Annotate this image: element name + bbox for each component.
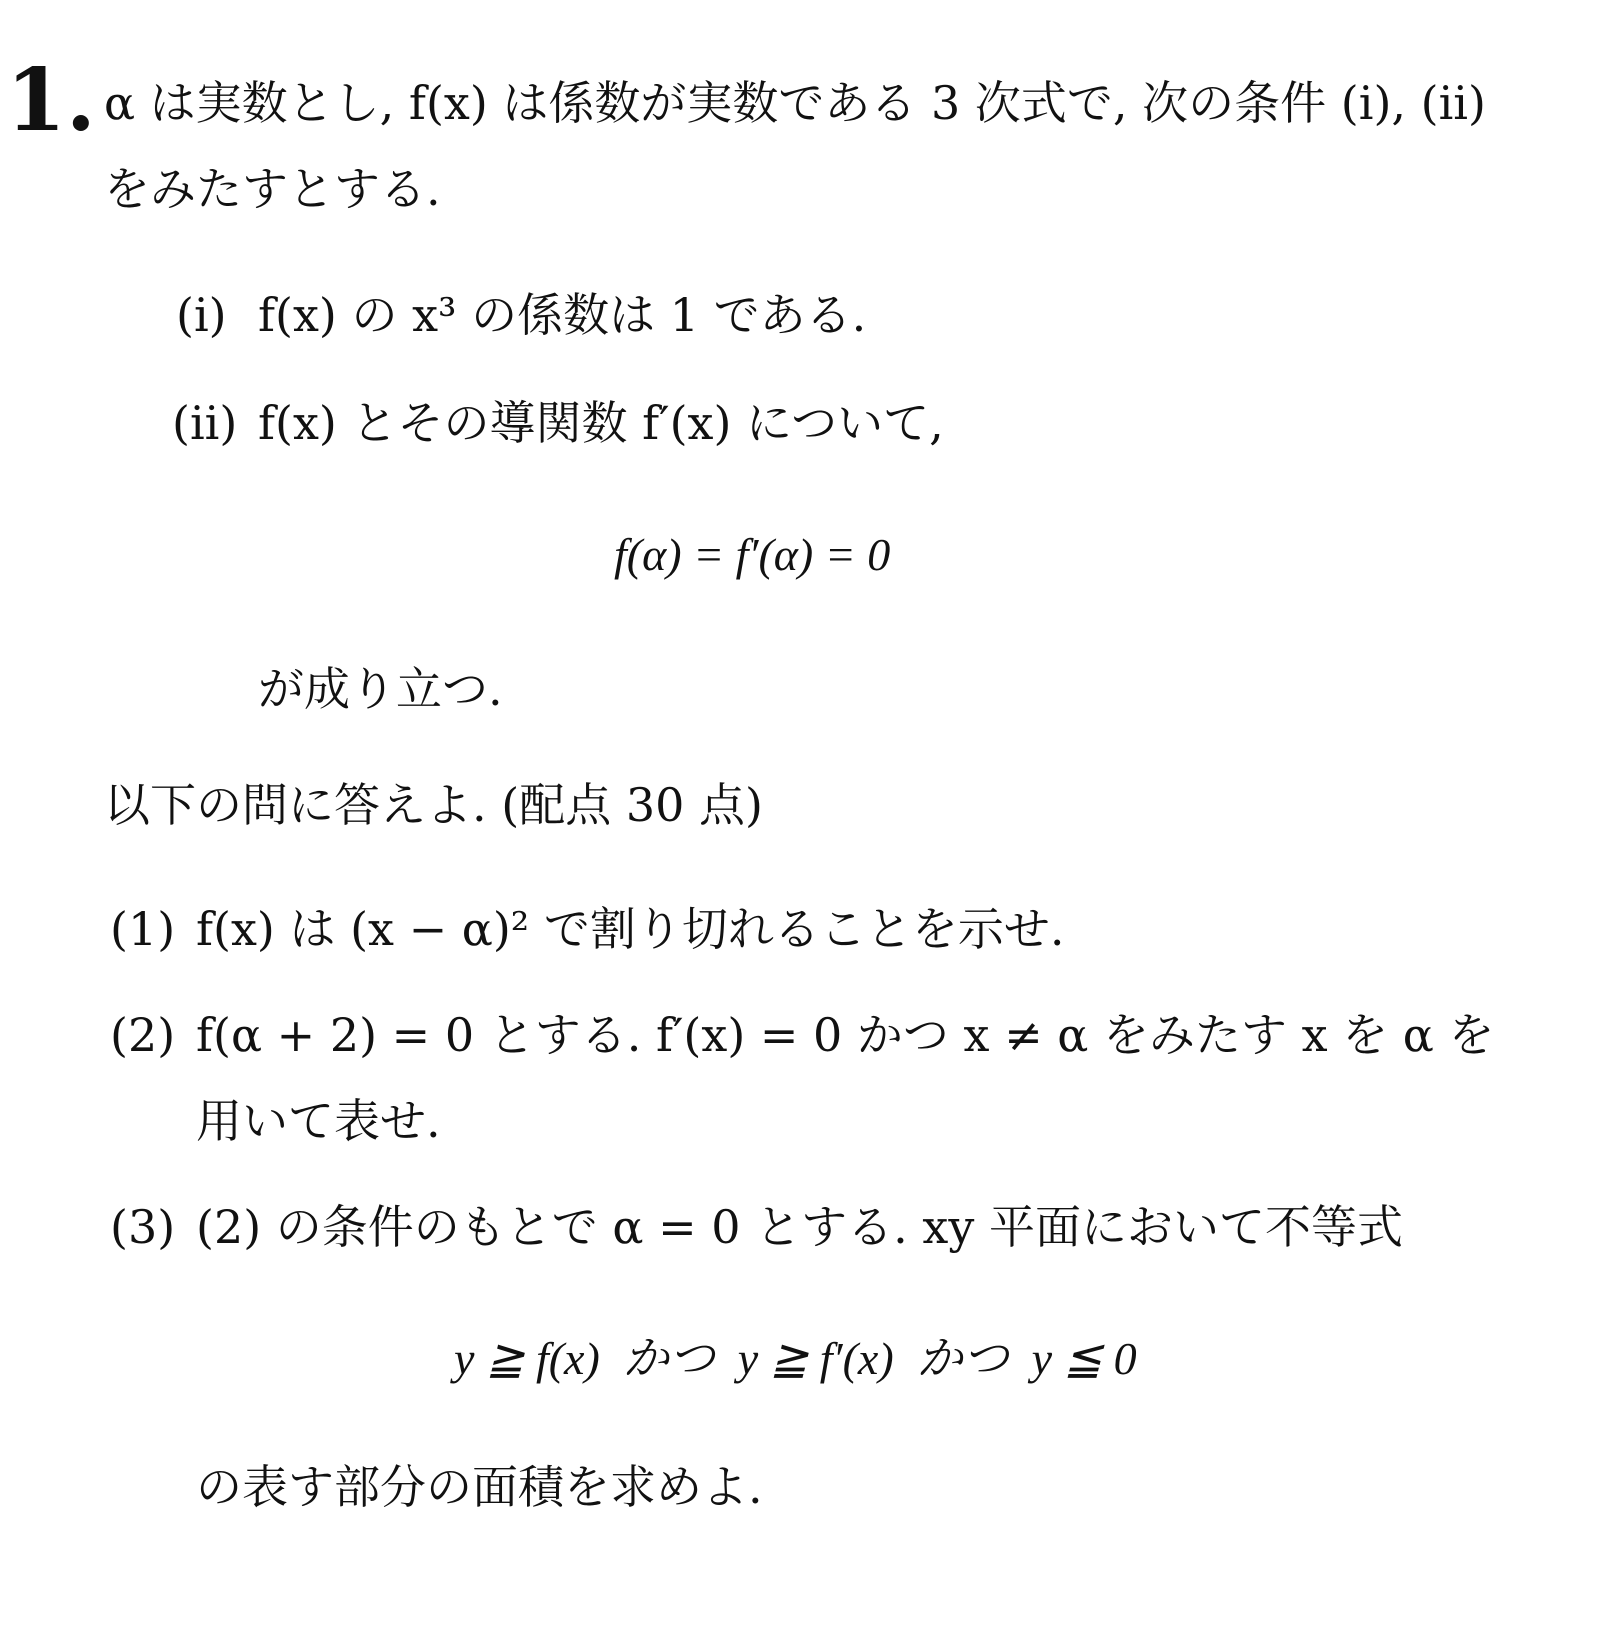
condition-equation-tail: が成り立つ. [258, 662, 503, 716]
question-2-text-line-2: 用いて表せ. [196, 1094, 441, 1148]
intro-line-1: α は実数とし, f(x) は係数が実数である 3 次式で, 次の条件 (i), (ii) [104, 76, 1486, 130]
instruction: 以下の問に答えよ. (配点 30 点) [104, 778, 763, 832]
question-1-text: f(x) は (x − α)² で割り切れることを示せ. [196, 902, 1065, 956]
condition-ii-text: f(x) とその導関数 f′(x) について, [258, 396, 944, 450]
condition-equation: f(α) = f′(α) = 0 [614, 529, 891, 580]
question-3-label: (3) [110, 1200, 176, 1254]
condition-ii-label: (ii) [172, 396, 238, 450]
question-3-text-line-2: の表す部分の面積を求めよ. [196, 1460, 763, 1514]
question-2-text-line-1: f(α + 2) = 0 とする. f′(x) = 0 かつ x ≠ α をみたす x を α を [196, 1008, 1495, 1062]
question-1-label: (1) [110, 902, 176, 956]
problem-number: 1. [6, 50, 96, 151]
condition-i-label: (i) [176, 288, 227, 342]
question-2-label: (2) [110, 1008, 176, 1062]
intro-line-2: をみたすとする. [104, 162, 441, 216]
question-3-text-line-1: (2) の条件のもとで α = 0 とする. xy 平面において不等式 [196, 1200, 1403, 1254]
condition-i-text: f(x) の x³ の係数は 1 である. [258, 288, 867, 342]
question-3-equation: y ≧ f(x) かつ y ≧ f′(x) かつ y ≦ 0 [454, 1333, 1137, 1384]
